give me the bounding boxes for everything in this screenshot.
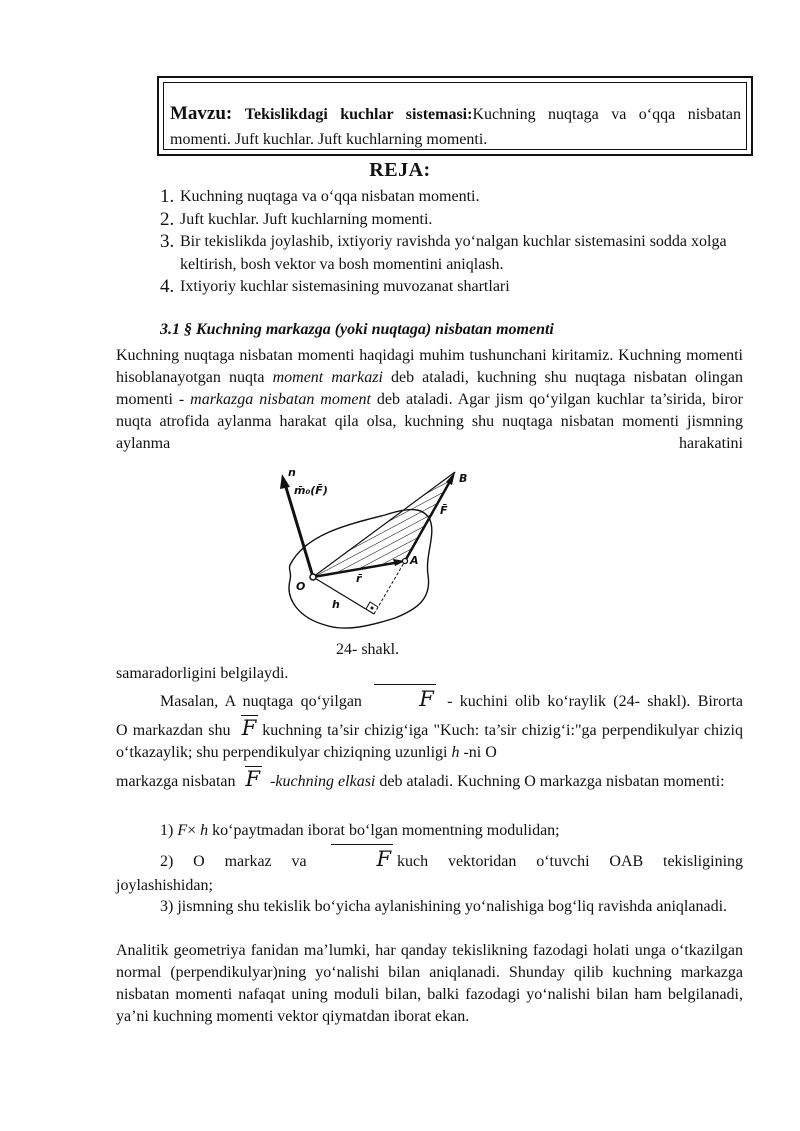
text-run: deb ataladi, kuchning shu nuqtaga nisbatan olingan momenti - (116, 369, 743, 408)
text-block (116, 717, 743, 764)
f-vector-symbol: F (240, 768, 267, 790)
list-item-3: 3) jismning shu tekislik bo‘yicha aylanishining yo‘nalishiga bog‘liq ravishda aniqlanadi. (160, 898, 728, 915)
perpendicular-h (313, 577, 374, 614)
text-run: 1) (160, 822, 178, 839)
label-n: n (288, 466, 296, 479)
figure-24 (250, 460, 490, 640)
label-o: O (296, 580, 306, 593)
text-run: deb ataladi. Kuchning O markazga nisbatan momenti: (379, 773, 725, 790)
plan-item-text: Kuchning nuqtaga va o‘qqa nisbatan momenti. (180, 188, 480, 205)
symbol-h: h (451, 744, 460, 761)
plan-item-number: 2. (160, 208, 175, 230)
moment-vector (285, 484, 313, 577)
triangle-oab (313, 472, 455, 577)
text-run: kuch vektoridan o‘tuvchi OAB tekisligining (397, 853, 744, 870)
text-run: ko‘paytmadan iborat bo‘lgan momentning modulidan; (208, 822, 560, 839)
list-item-1 (116, 820, 743, 842)
text-line: joylashishidan; (116, 877, 213, 894)
text-block (116, 768, 743, 793)
label-moment: m̄₀(F̄) (294, 484, 328, 497)
plan-item (160, 276, 740, 299)
paragraph-continuation: samaradorligini belgilaydi. (116, 665, 289, 682)
plan-item-number: 3. (160, 231, 175, 252)
point-o (310, 574, 316, 580)
plan-item-text: Juft kuchlar. Juft kuchlarning momenti. (180, 210, 433, 228)
text-line (116, 846, 743, 875)
plan-list (160, 186, 740, 299)
paragraph-analytic: Analitik geometriya fanidan ma’lumki, har qanday tekislikning fazodagi holati unga o‘tkazilgan normal (perpendikulyar)ning yo‘nalishi bilan aniqlanadi. Shunday qilib kuchning markazga nisbatan momenti nafaqat uning moduli bilan, balki fazodagi yo‘nalishi bilan ham belgilanadi, ya’ni kuchning momenti vektor qiymatdan iborat ekan. (116, 942, 743, 1025)
plan-item (160, 186, 740, 209)
term-moment-center: moment markazi (272, 369, 383, 386)
label-a: A (410, 554, 419, 567)
text-run: Kuchning nuqtaga nisbatan momenti haqidagi muhim tushunchani kiritamiz. Kuchning momenti hisoblanayotgan nuqta (116, 347, 743, 386)
f-vector-symbol: F (236, 717, 263, 739)
plan-title: REJA: (369, 159, 431, 181)
topic-title: Tekislikdagi kuchlar sistemasi: (244, 106, 473, 123)
plan-item (160, 231, 740, 276)
right-angle-dot (371, 607, 374, 610)
paragraph-example (116, 686, 743, 793)
text-run: × (187, 822, 201, 839)
symbol-f: F (177, 822, 188, 839)
force-line-extension (374, 561, 405, 614)
plan-item-number: 1. (160, 186, 175, 207)
figure-caption: 24- shakl. (336, 641, 400, 658)
text-run: Masalan, A nuqtaga qo‘yilgan (160, 693, 362, 710)
f-vector-symbol: F (369, 686, 440, 712)
topic-text: Kuchning nuqtaga va o‘qqa nisbatan momenti. Juft kuchlar. Juft kuchlarning momenti. (170, 106, 742, 148)
plan-item (160, 209, 740, 232)
text-run: markazga nisbatan (116, 773, 236, 790)
topic-box (157, 76, 753, 156)
plan-item-number: 4. (160, 276, 175, 297)
label-h: h (332, 598, 340, 611)
text-run: kuchning ta’sir chizig‘iga "Kuch: ta’sir chizig‘i:"ga perpendikulyar chiziq o‘tkazaylik; shu perpendikulyar chiziqning uzunligi (116, 722, 743, 761)
point-a (403, 559, 408, 564)
text-run: 2) O markaz va (160, 853, 307, 870)
label-b: B (459, 472, 468, 485)
paragraph-moment-intro (116, 345, 743, 455)
symbol-h: h (200, 822, 209, 839)
text-run: deb ataladi. Agar jism qo‘yilgan kuchlar ta’sirida, biror nuqta atrofida aylanma harakat qila olsa, kuchning shu nuqtaga nisbatan momenti jismning aylanma harakatini (116, 391, 743, 452)
f-vector-symbol: F (326, 846, 397, 872)
text-run: -ni O (463, 744, 497, 761)
text-run: - kuchini olib ko‘raylik (24- shakl). Birorta (447, 693, 744, 710)
term-moment-about-center: markazga nisbatan moment (190, 391, 371, 408)
topic-inner (163, 82, 747, 150)
term-force-arm: -kuchning elkasi (270, 773, 376, 790)
list-item-2 (116, 846, 743, 897)
topic-label: Mavzu: (170, 103, 233, 124)
figure-24-drawing (250, 460, 490, 640)
label-r: r̄ (356, 572, 362, 585)
plan-item-text: Bir tekislikda joylashib, ixtiyoriy ravishda yo‘nalgan kuchlar sistemasini sodda xolga keltirish, bosh vektor va bosh momentini aniqlash. (180, 233, 727, 273)
text-run: O markazdan shu (116, 722, 231, 739)
plan-item-text: Ixtiyoriy kuchlar sistemasining muvozanat shartlari (180, 278, 510, 295)
text-line (116, 686, 743, 715)
section-heading: 3.1 § Kuchning markazga (yoki nuqtaga) nisbatan momenti (160, 321, 554, 338)
label-f-side: F̄ (440, 504, 448, 517)
